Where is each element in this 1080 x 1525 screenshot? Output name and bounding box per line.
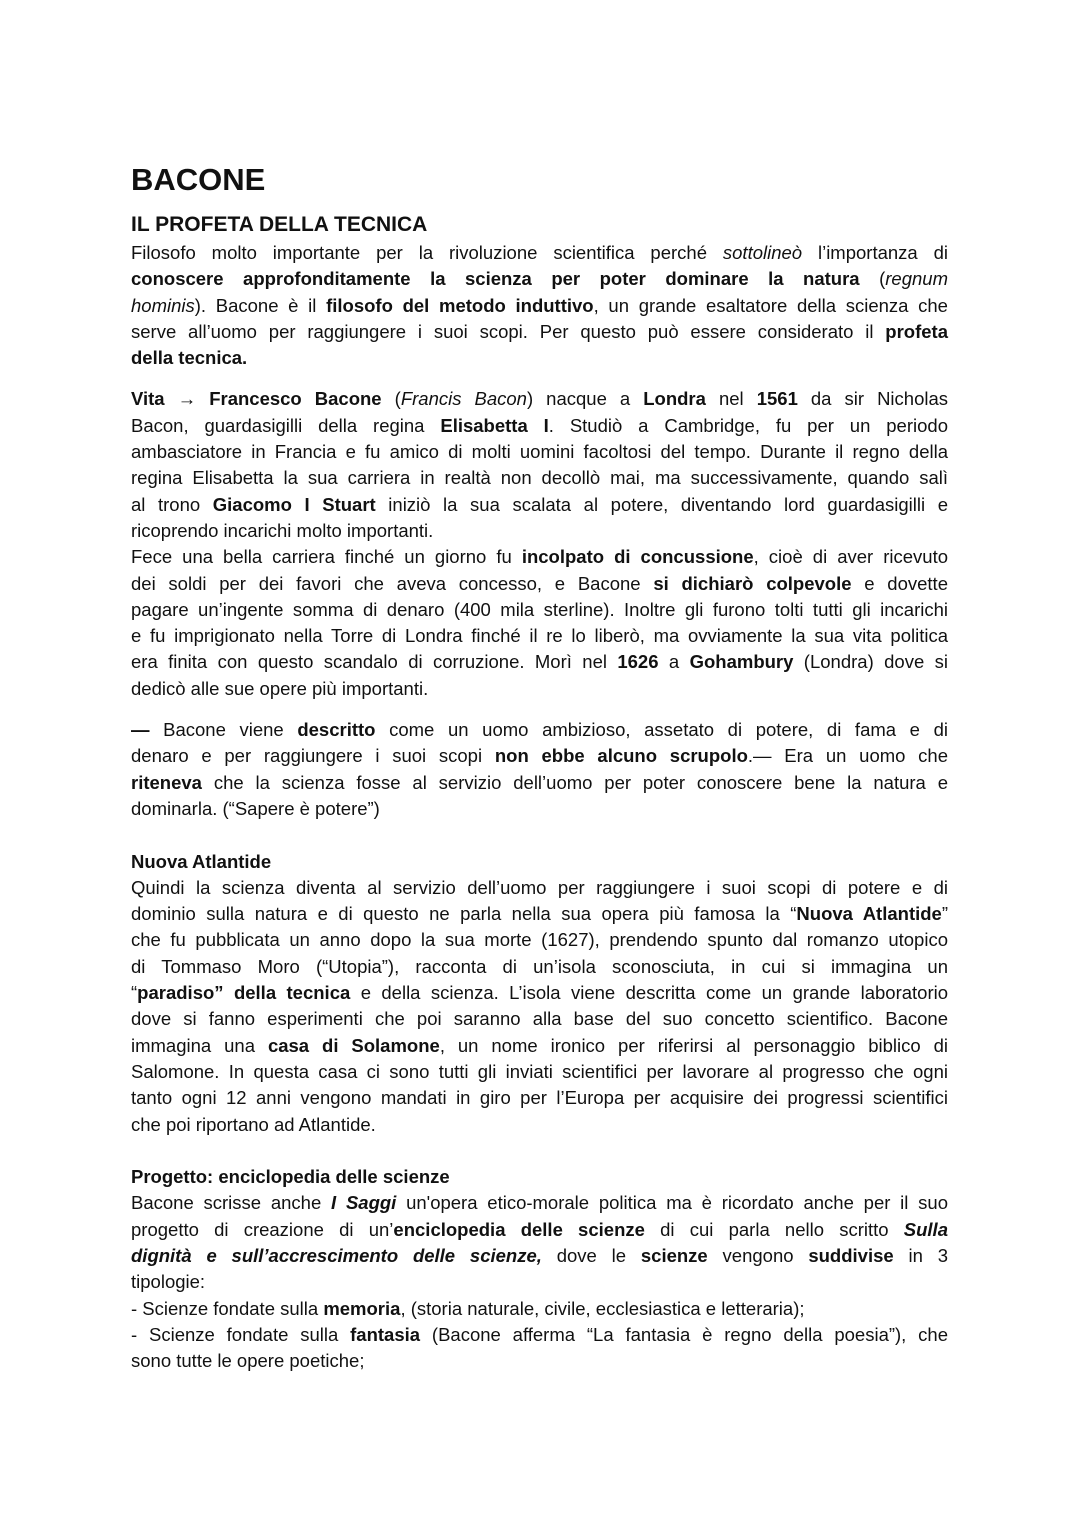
text-run: tanto ogni 12 anni vengono mandati in giro per l’Europa per acquisire dei progressi scientifici [131, 1087, 948, 1109]
text-run: . Studiò a Cambridge, fu per un periodo [548, 414, 948, 436]
text-run: un'opera etico-morale politica ma è ricordato anche per il suo [396, 1192, 948, 1214]
emphasized-text: filosofo del metodo induttivo [326, 294, 594, 316]
emphasized-text: Londra [643, 388, 706, 410]
text-run: ) nacque a [526, 388, 644, 410]
text-run: → [164, 388, 210, 410]
text-run: regina Elisabetta la sua carriera in realtà non decollò mai, ma successivamente, quando salì [131, 467, 948, 489]
emphasized-text: I Saggi [331, 1192, 397, 1214]
text-run: in 3 [893, 1244, 949, 1266]
text-run: .— Era un uomo che [747, 745, 949, 767]
emphasized-text: dignità e sull’accrescimento delle scienze, [131, 1244, 542, 1266]
text-line [131, 439, 948, 465]
text-line [131, 1217, 948, 1243]
text-run: pagare un’ingente somma di denaro (400 mila sterline). Inoltre gli furono tolti tutti gli incarichi [131, 598, 948, 620]
text-line [131, 649, 948, 675]
text-run: progetto di creazione di un’ [131, 1218, 394, 1240]
text-run: - Scienze fondate sulla [131, 1297, 324, 1319]
text-run: al trono [131, 493, 213, 515]
text-line [131, 293, 948, 319]
text-run: da sir Nicholas [797, 388, 949, 410]
emphasized-text: hominis [131, 294, 195, 316]
text-line [131, 1059, 948, 1085]
emphasized-text: Gohambury [689, 651, 794, 673]
section [131, 240, 948, 371]
text-run: , (storia naturale, civile, ecclesiastica e letteraria); [400, 1297, 805, 1319]
emphasized-text: Sulla [903, 1218, 948, 1240]
emphasized-text: suddivise [808, 1244, 894, 1266]
text-line [131, 597, 948, 623]
document-body [131, 240, 948, 1374]
text-run: “ [131, 982, 138, 1004]
text-run: Salomone. In questa casa ci sono tutti gli inviati scientifici per lavorare al progresso che ogni [131, 1060, 948, 1082]
text-run: denaro e per raggiungere i suoi scopi [131, 745, 495, 767]
text-run: e dovette [851, 572, 948, 594]
text-line [131, 413, 948, 439]
emphasized-text: enciclopedia delle scienze [393, 1218, 645, 1240]
text-run: , cioè di aver ricevuto [753, 546, 948, 568]
text-line [131, 1085, 948, 1111]
text-run: Bacone viene [149, 719, 298, 741]
emphasized-text: 1626 [617, 651, 659, 673]
emphasized-text: della tecnica. [131, 347, 248, 369]
emphasized-text: regnum [885, 268, 948, 290]
document-title: BACONE [131, 162, 266, 197]
emphasized-text: sottolineò [722, 242, 803, 263]
document-page [131, 160, 948, 1374]
text-line [131, 1006, 948, 1032]
emphasized-text: Vita [131, 388, 165, 410]
emphasized-text: Francis Bacon [400, 388, 527, 410]
text-run: Quindi la scienza diventa al servizio dell’uomo per raggiungere i suoi scopi di potere e di [131, 876, 948, 898]
text-run: di Tommaso Moro (“Utopia”), racconta di un’isola sconosciuta, in cui si immagina un [131, 955, 948, 977]
paragraph [131, 1296, 948, 1322]
text-run: dominio sulla natura e di questo ne parla nella sua opera più famosa la “ [131, 903, 797, 925]
emphasized-text: riteneva [131, 771, 202, 793]
text-run: a [658, 651, 690, 673]
text-run: Fece una bella carriera finché un giorno fu [131, 546, 522, 568]
paragraph [131, 1322, 948, 1375]
text-line [131, 1269, 948, 1295]
emphasized-text: scienze [640, 1244, 708, 1266]
text-run: ricoprendo incarichi molto importanti. [131, 519, 434, 541]
emphasized-text: — [131, 719, 150, 741]
text-run: Filosofo molto importante per la rivoluzione scientifica perché [131, 242, 723, 263]
section-heading: Nuova Atlantide [131, 850, 272, 872]
text-line [131, 1322, 948, 1348]
document-subtitle: IL PROFETA DELLA TECNICA [131, 213, 428, 236]
text-line [131, 319, 948, 345]
text-line [131, 717, 948, 743]
text-line [131, 1348, 948, 1374]
paragraph [131, 717, 948, 822]
text-line [131, 743, 948, 769]
emphasized-text: si dichiarò colpevole [653, 572, 852, 594]
paragraph [131, 544, 948, 702]
section [131, 849, 948, 1138]
paragraph [131, 386, 948, 544]
text-run: e fu imprigionato nella Torre di Londra finché il re lo liberò, ma ovviamente la sua vita politica [131, 625, 948, 647]
text-line [131, 544, 948, 570]
text-run: iniziò la sua scalata al potere, diventando lord guardasigilli e [375, 493, 948, 515]
text-run: Bacon, guardasigilli della regina [131, 414, 441, 436]
text-line [131, 980, 948, 1006]
text-run: l’importanza di [802, 242, 949, 263]
section [131, 717, 948, 822]
emphasized-text: Francesco Bacone [209, 388, 382, 410]
text-run: Bacone scrisse anche [131, 1192, 332, 1214]
text-run [224, 982, 234, 1003]
text-line [131, 1033, 948, 1059]
text-run: che fu pubblicata un anno dopo la sua morte (1627), prendendo spunto dal romanzo utopico [131, 929, 948, 951]
emphasized-text: non ebbe alcuno scrupolo [494, 745, 748, 767]
text-line [131, 386, 948, 412]
text-run: ambasciatore in Francia e fu amico di molti uomini facoltosi del tempo. Durante il regno della [131, 441, 948, 463]
text-run: - Scienze fondate sulla [131, 1323, 351, 1345]
text-run: vengono [707, 1244, 809, 1266]
text-line [131, 676, 948, 702]
section [131, 386, 948, 702]
text-run: che poi riportano ad Atlantide. [131, 1113, 376, 1135]
text-line [131, 875, 948, 901]
text-line [131, 770, 948, 796]
text-line [131, 1112, 948, 1138]
section-heading: Progetto: enciclopedia delle scienze [131, 1166, 450, 1188]
text-run: dedicò alle sue opere più importanti. [131, 677, 429, 699]
text-run: dominarla. (“Sapere è potere”) [131, 797, 380, 819]
text-run: , un grande esaltatore della scienza che [593, 294, 948, 316]
text-run: ). Bacone è il [194, 294, 327, 316]
text-line [131, 954, 948, 980]
text-line [131, 1296, 948, 1322]
text-line [131, 465, 948, 491]
text-run: ” [941, 903, 948, 925]
text-line [131, 492, 948, 518]
emphasized-text: memoria [323, 1297, 401, 1319]
emphasized-text: casa di Solamone [267, 1034, 440, 1056]
text-run: (Londra) dove si [793, 651, 948, 673]
text-run: ( [859, 268, 886, 290]
text-line [131, 345, 948, 371]
text-run: immagina una [131, 1034, 268, 1056]
paragraph [131, 875, 948, 1138]
emphasized-text: incolpato di concussione [521, 546, 754, 568]
emphasized-text: conoscere approfonditamente la scienza per poter dominare la natura [131, 268, 860, 290]
paragraph [131, 1190, 948, 1295]
text-run: tipologie: [131, 1271, 206, 1293]
text-line [131, 240, 948, 266]
text-line [131, 623, 948, 649]
text-run: (Bacone afferma “La fantasia è regno della poesia”), che [420, 1323, 948, 1345]
text-run: che la scienza fosse al servizio dell’uomo per poter conoscere bene la natura e [201, 771, 948, 793]
text-run: sono tutte le opere poetiche; [131, 1350, 365, 1372]
text-run: di cui parla nello scritto [644, 1218, 904, 1240]
emphasized-text: fantasia [350, 1323, 421, 1345]
text-run: nel [705, 388, 757, 410]
text-line [131, 1190, 948, 1216]
text-line [131, 266, 948, 292]
section [131, 1164, 948, 1374]
emphasized-text: Giacomo I Stuart [212, 493, 376, 515]
emphasized-text: descritto [297, 719, 376, 741]
text-run: , un nome ironico per riferirsi al personaggio biblico di [439, 1034, 948, 1056]
text-line [131, 518, 948, 544]
emphasized-text: della tecnica [233, 982, 351, 1004]
emphasized-text: 1561 [756, 388, 798, 410]
emphasized-text: paradiso” [137, 982, 224, 1004]
text-run: e della scienza. L’isola viene descritta come un grande laboratorio [350, 982, 949, 1004]
text-run: come un uomo ambizioso, assetato di potere, di fama e di [375, 719, 948, 741]
text-run: dove le [541, 1244, 641, 1266]
text-run: serve all’uomo per raggiungere i suoi scopi. Per questo può essere considerato il [131, 320, 886, 342]
text-run: dove si fanno esperimenti che poi saranno alla base del suo concetto scientifico. Bacone [131, 1008, 948, 1030]
emphasized-text: Elisabetta I [440, 414, 549, 436]
paragraph [131, 240, 948, 371]
text-line [131, 571, 948, 597]
text-line [131, 927, 948, 953]
text-run: era finita con questo scandalo di corruzione. Morì nel [131, 651, 618, 673]
emphasized-text: Nuova Atlantide [796, 903, 942, 925]
emphasized-text: profeta [885, 320, 948, 342]
text-line [131, 1243, 948, 1269]
text-run: ( [381, 388, 401, 410]
text-run: dei soldi per dei favori che aveva concesso, e Bacone [131, 572, 654, 594]
text-line [131, 901, 948, 927]
text-line [131, 796, 948, 822]
